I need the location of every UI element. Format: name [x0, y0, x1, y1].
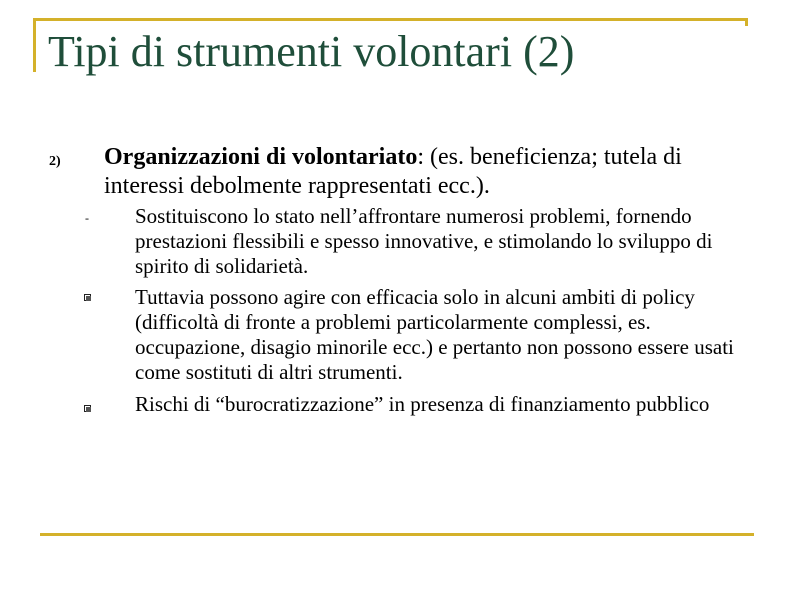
dash-bullet: - [85, 211, 89, 225]
title-frame-top-border [33, 18, 748, 21]
main-point-text: : (es. beneficienza; tutela di interessi debolmente rappresentati ecc.). [104, 144, 682, 199]
main-point-heading: Organizzazioni di volontariato [104, 144, 418, 170]
square-bullet-icon [84, 405, 91, 412]
square-bullet-icon [84, 294, 91, 301]
bottom-divider [40, 533, 754, 536]
sub-point-3: Rischi di “burocratizzazione” in presenza di finanziamento pubblico [135, 392, 710, 416]
sub-point-1: Sostituiscono lo stato nell’affrontare numerosi problemi, fornendo prestazioni flessibili e spesso innovative, e stimolando lo sviluppo di spirito di solidarietà. [135, 204, 713, 278]
slide-title: Tipi di strumenti volontari (2) [48, 27, 575, 76]
numbered-marker: 2) [49, 154, 61, 169]
sub-point-2: Tuttavia possono agire con efficacia solo in alcuni ambiti di policy (difficoltà di fronte a problemi particolarmente complessi, es. occupazione, disagio minorile ecc.) e pertanto non possono essere usati come sostituti di altri strumenti. [135, 285, 734, 384]
title-frame-right-border [745, 18, 748, 26]
title-frame-left-border [33, 18, 36, 72]
main-point [104, 143, 744, 201]
